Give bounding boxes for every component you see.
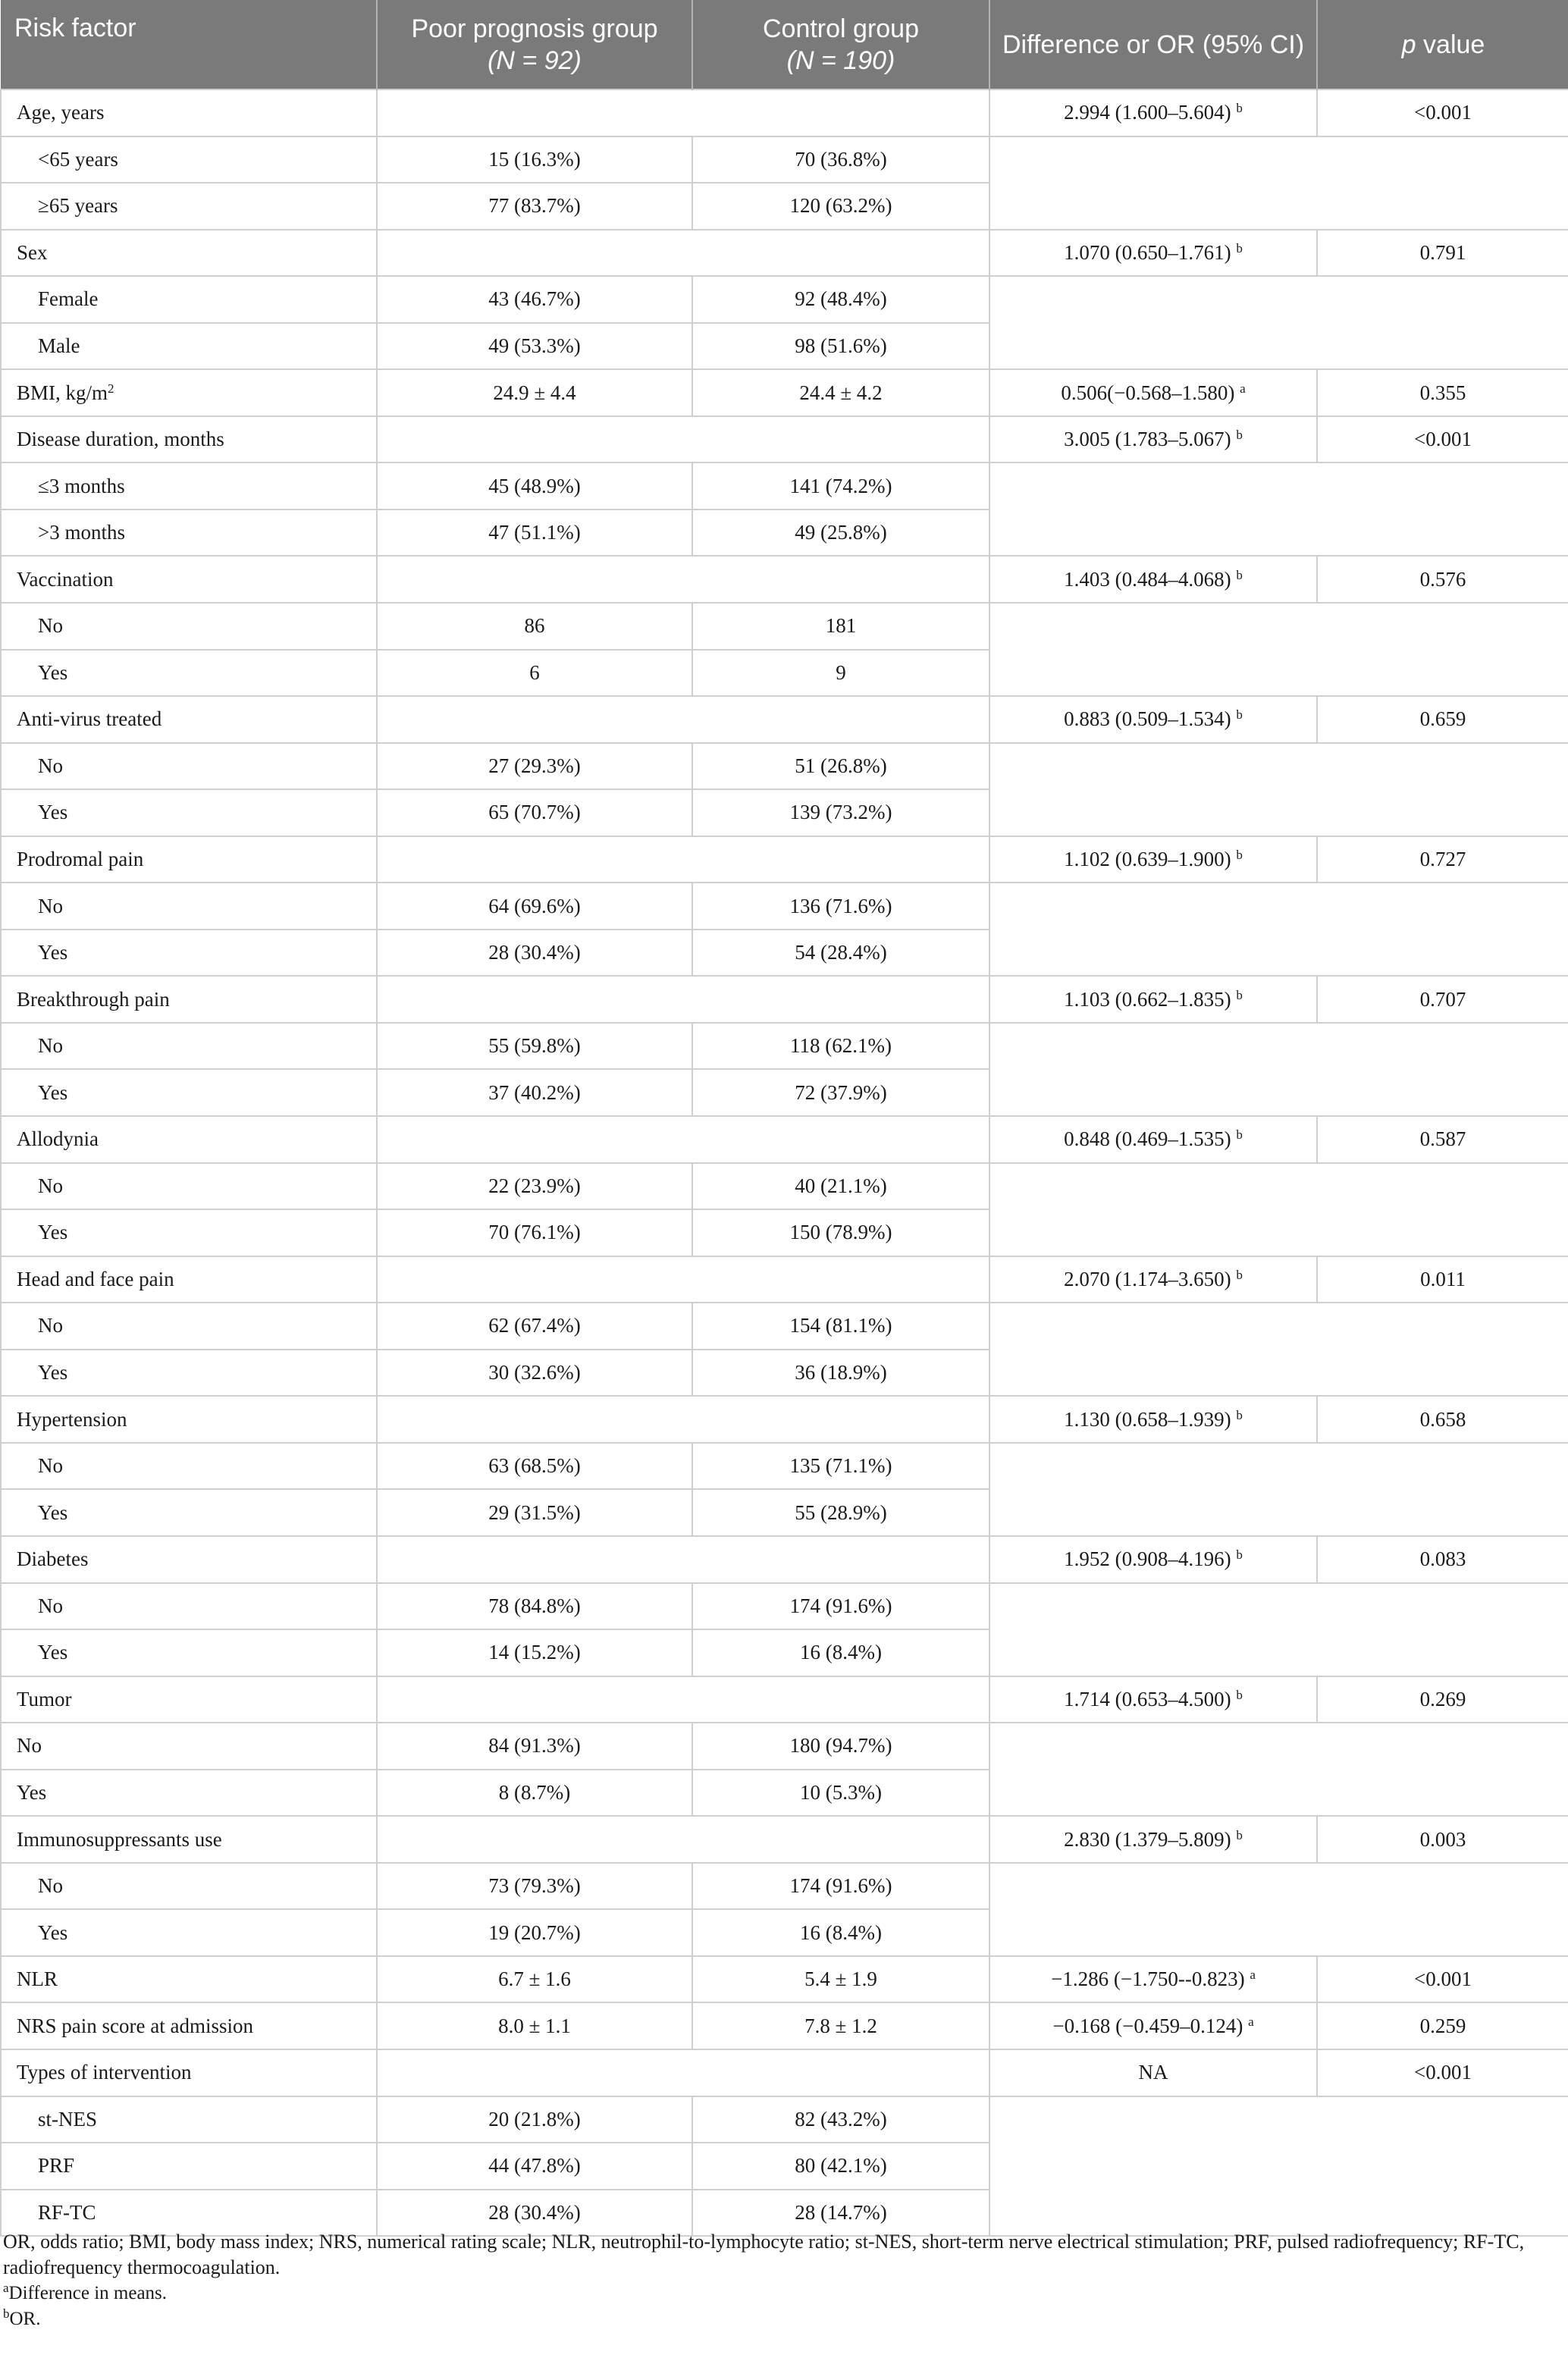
poor-cell: 47 (51.1%) bbox=[377, 510, 692, 557]
row-label: NLR bbox=[1, 1956, 377, 2003]
poor-cell: 86 bbox=[377, 603, 692, 650]
poor-cell: 70 (76.1%) bbox=[377, 1209, 692, 1256]
control-cell: 72 (37.9%) bbox=[692, 1069, 989, 1116]
table-row bbox=[1, 1443, 1568, 1490]
p-cell: 0.576 bbox=[1317, 556, 1568, 603]
p-cell: <0.001 bbox=[1317, 2049, 1568, 2096]
row-sublabel: Yes bbox=[1, 1350, 377, 1397]
poor-cell: 78 (84.8%) bbox=[377, 1583, 692, 1630]
table-body bbox=[1, 89, 1568, 2236]
control-cell: 135 (71.1%) bbox=[692, 1443, 989, 1490]
stat-value: 1.130 (0.658–1.939) bbox=[1064, 1407, 1231, 1431]
empty-cell bbox=[989, 1023, 1568, 1116]
row-sublabel: No bbox=[1, 1863, 377, 1910]
p-cell: <0.001 bbox=[1317, 89, 1568, 136]
control-cell: 7.8 ± 1.2 bbox=[692, 2002, 989, 2049]
header-control-label: Control group bbox=[762, 14, 919, 43]
control-cell: 54 (28.4%) bbox=[692, 930, 989, 977]
table-row bbox=[1, 883, 1568, 930]
stat-cell bbox=[989, 1536, 1317, 1583]
stat-cell bbox=[989, 1956, 1317, 2003]
row-label: Age, years bbox=[1, 89, 377, 136]
control-cell: 180 (94.7%) bbox=[692, 1723, 989, 1770]
row-sublabel: ≤3 months bbox=[1, 462, 377, 510]
poor-cell: 6 bbox=[377, 650, 692, 697]
row-sublabel: Yes bbox=[1, 789, 377, 836]
empty-cell bbox=[377, 696, 989, 743]
poor-cell: 77 (83.7%) bbox=[377, 183, 692, 230]
row-label: NRS pain score at admission bbox=[1, 2002, 377, 2049]
row-sublabel: st-NES bbox=[1, 2096, 377, 2143]
footnote-a-mark: a bbox=[3, 2281, 9, 2295]
table-row bbox=[1, 1163, 1568, 1210]
table-row bbox=[1, 2002, 1568, 2049]
control-cell: 55 (28.9%) bbox=[692, 1489, 989, 1536]
table-row bbox=[1, 462, 1568, 510]
stat-footnote-mark: b bbox=[1236, 1407, 1243, 1422]
empty-cell bbox=[377, 1256, 989, 1303]
table-row bbox=[1, 2096, 1568, 2143]
control-cell: 80 (42.1%) bbox=[692, 2143, 989, 2190]
p-cell: 0.355 bbox=[1317, 369, 1568, 416]
stat-footnote-mark: b bbox=[1236, 428, 1243, 443]
stat-cell bbox=[989, 836, 1317, 883]
p-cell: <0.001 bbox=[1317, 1956, 1568, 2003]
control-cell: 16 (8.4%) bbox=[692, 1629, 989, 1676]
control-cell: 139 (73.2%) bbox=[692, 789, 989, 836]
empty-cell bbox=[377, 89, 989, 136]
bmi-label: BMI, kg/m bbox=[17, 381, 108, 404]
poor-cell: 22 (23.9%) bbox=[377, 1163, 692, 1210]
stat-cell bbox=[989, 1396, 1317, 1443]
empty-cell bbox=[377, 230, 989, 277]
stat-value: 2.830 (1.379–5.809) bbox=[1064, 1827, 1231, 1851]
table-row bbox=[1, 1396, 1568, 1443]
stat-footnote-mark: b bbox=[1236, 1127, 1243, 1143]
row-sublabel: Yes bbox=[1, 1489, 377, 1536]
header-risk-factor: Risk factor bbox=[1, 0, 377, 89]
empty-cell bbox=[377, 416, 989, 463]
row-sublabel: Yes bbox=[1, 1909, 377, 1956]
row-sublabel: No bbox=[1, 1163, 377, 1210]
table-row bbox=[1, 136, 1568, 183]
row-sublabel: No bbox=[1, 883, 377, 930]
stat-cell bbox=[989, 1116, 1317, 1163]
stat-footnote-mark: b bbox=[1236, 567, 1243, 582]
control-cell: 16 (8.4%) bbox=[692, 1909, 989, 1956]
stat-value: 2.070 (1.174–3.650) bbox=[1064, 1267, 1231, 1290]
poor-cell: 28 (30.4%) bbox=[377, 2190, 692, 2237]
stat-cell bbox=[989, 89, 1317, 136]
poor-cell: 15 (16.3%) bbox=[377, 136, 692, 183]
row-sublabel: Male bbox=[1, 323, 377, 370]
control-cell: 51 (26.8%) bbox=[692, 743, 989, 790]
empty-cell bbox=[989, 462, 1568, 556]
table-row bbox=[1, 416, 1568, 463]
header-p-italic: p bbox=[1401, 30, 1416, 59]
poor-cell: 73 (79.3%) bbox=[377, 1863, 692, 1910]
table-row bbox=[1, 1303, 1568, 1350]
stat-cell bbox=[989, 416, 1317, 463]
control-cell: 24.4 ± 4.2 bbox=[692, 369, 989, 416]
poor-cell: 14 (15.2%) bbox=[377, 1629, 692, 1676]
stat-cell bbox=[989, 1256, 1317, 1303]
control-cell: 141 (74.2%) bbox=[692, 462, 989, 510]
row-label: Anti-virus treated bbox=[1, 696, 377, 743]
header-control bbox=[692, 0, 989, 89]
empty-cell bbox=[377, 556, 989, 603]
row-sublabel: No bbox=[1, 743, 377, 790]
table-row bbox=[1, 1256, 1568, 1303]
table-row bbox=[1, 1023, 1568, 1070]
stat-value: −0.168 (−0.459–0.124) bbox=[1052, 2014, 1243, 2037]
table-row bbox=[1, 696, 1568, 743]
table-row bbox=[1, 1816, 1568, 1863]
p-cell: 0.587 bbox=[1317, 1116, 1568, 1163]
stat-value: 0.848 (0.469–1.535) bbox=[1064, 1127, 1231, 1151]
stat-footnote-mark: b bbox=[1236, 240, 1243, 256]
poor-cell: 84 (91.3%) bbox=[377, 1723, 692, 1770]
p-cell: 0.659 bbox=[1317, 696, 1568, 743]
control-cell: 92 (48.4%) bbox=[692, 276, 989, 323]
table-row bbox=[1, 1536, 1568, 1583]
table-row bbox=[1, 976, 1568, 1023]
control-cell: 174 (91.6%) bbox=[692, 1583, 989, 1630]
row-label: Diabetes bbox=[1, 1536, 377, 1583]
table-row bbox=[1, 556, 1568, 603]
p-cell: 0.083 bbox=[1317, 1536, 1568, 1583]
stat-cell bbox=[989, 696, 1317, 743]
empty-cell bbox=[989, 603, 1568, 696]
row-sublabel: No bbox=[1, 1443, 377, 1490]
footnote-b-text: OR. bbox=[9, 2309, 41, 2329]
header-p-rest: value bbox=[1416, 30, 1485, 59]
row-label: Vaccination bbox=[1, 556, 377, 603]
stat-footnote-mark: b bbox=[1236, 987, 1243, 1002]
table-row bbox=[1, 276, 1568, 323]
empty-cell bbox=[377, 836, 989, 883]
control-cell: 5.4 ± 1.9 bbox=[692, 1956, 989, 2003]
table-row bbox=[1, 603, 1568, 650]
row-label: Sex bbox=[1, 230, 377, 277]
stat-footnote-mark: b bbox=[1236, 707, 1243, 723]
stat-footnote-mark: b bbox=[1236, 1547, 1243, 1563]
poor-cell: 37 (40.2%) bbox=[377, 1069, 692, 1116]
p-cell: 0.003 bbox=[1317, 1816, 1568, 1863]
p-cell: 0.658 bbox=[1317, 1396, 1568, 1443]
control-cell: 150 (78.9%) bbox=[692, 1209, 989, 1256]
stat-footnote-mark: b bbox=[1236, 1687, 1243, 1702]
stat-value: 2.994 (1.600–5.604) bbox=[1064, 101, 1231, 124]
header-poor-prognosis bbox=[377, 0, 692, 89]
row-sublabel: No bbox=[1, 1303, 377, 1350]
p-cell: 0.791 bbox=[1317, 230, 1568, 277]
footnote-a-text: Difference in means. bbox=[8, 2283, 168, 2303]
stat-value: 0.883 (0.509–1.534) bbox=[1064, 707, 1231, 731]
control-cell: 120 (63.2%) bbox=[692, 183, 989, 230]
stat-cell bbox=[989, 976, 1317, 1023]
table-row bbox=[1, 1116, 1568, 1163]
row-sublabel: Yes bbox=[1, 650, 377, 697]
empty-cell bbox=[989, 2096, 1568, 2237]
poor-cell: 28 (30.4%) bbox=[377, 930, 692, 977]
stat-footnote-mark: b bbox=[1236, 1827, 1243, 1842]
control-cell: 9 bbox=[692, 650, 989, 697]
header-p-value bbox=[1317, 0, 1568, 89]
row-sublabel: Yes bbox=[1, 1069, 377, 1116]
poor-cell: 44 (47.8%) bbox=[377, 2143, 692, 2190]
poor-cell: 55 (59.8%) bbox=[377, 1023, 692, 1070]
control-cell: 82 (43.2%) bbox=[692, 2096, 989, 2143]
poor-cell: 63 (68.5%) bbox=[377, 1443, 692, 1490]
header-poor-prognosis-label: Poor prognosis group bbox=[411, 14, 658, 43]
row-sublabel: RF-TC bbox=[1, 2190, 377, 2237]
row-sublabel: Female bbox=[1, 276, 377, 323]
poor-cell: 24.9 ± 4.4 bbox=[377, 369, 692, 416]
stat-cell: NA bbox=[989, 2049, 1317, 2096]
row-sublabel: Yes bbox=[1, 930, 377, 977]
stat-value: −1.286 (−1.750--0.823) bbox=[1051, 1968, 1245, 1991]
stat-value: 1.403 (0.484–4.068) bbox=[1064, 567, 1231, 591]
poor-cell: 27 (29.3%) bbox=[377, 743, 692, 790]
empty-cell bbox=[377, 1536, 989, 1583]
row-sublabel: No bbox=[1, 1723, 377, 1770]
row-label: Types of intervention bbox=[1, 2049, 377, 2096]
empty-cell bbox=[377, 1396, 989, 1443]
abbreviations-note: OR, odds ratio; BMI, body mass index; NRS, numerical rating scale; NLR, neutrophil-to-lymphocyte ratio; st-NES, short-term nerve electrical stimulation; PRF, pulsed radiofrequency; RF-TC, radiofrequency thermocoagulation. bbox=[3, 2231, 1525, 2278]
control-cell: 154 (81.1%) bbox=[692, 1303, 989, 1350]
poor-cell: 65 (70.7%) bbox=[377, 789, 692, 836]
control-cell: 98 (51.6%) bbox=[692, 323, 989, 370]
row-label: Allodynia bbox=[1, 1116, 377, 1163]
table-row bbox=[1, 836, 1568, 883]
empty-cell bbox=[989, 1163, 1568, 1256]
poor-cell: 45 (48.9%) bbox=[377, 462, 692, 510]
table-footnotes bbox=[0, 2229, 1568, 2332]
poor-cell: 8.0 ± 1.1 bbox=[377, 2002, 692, 2049]
empty-cell bbox=[989, 136, 1568, 230]
row-label: Head and face pain bbox=[1, 1256, 377, 1303]
stat-cell bbox=[989, 2002, 1317, 2049]
row-sublabel: >3 months bbox=[1, 510, 377, 557]
table-row bbox=[1, 1583, 1568, 1630]
control-cell: 70 (36.8%) bbox=[692, 136, 989, 183]
table-row bbox=[1, 743, 1568, 790]
table-row bbox=[1, 2049, 1568, 2096]
empty-cell bbox=[377, 1676, 989, 1723]
control-cell: 174 (91.6%) bbox=[692, 1863, 989, 1910]
empty-cell bbox=[989, 1723, 1568, 1816]
empty-cell bbox=[377, 1816, 989, 1863]
header-difference-or: Difference or OR (95% CI) bbox=[989, 0, 1317, 89]
table-row bbox=[1, 1723, 1568, 1770]
table-row bbox=[1, 230, 1568, 277]
footnote-b-mark: b bbox=[3, 2306, 10, 2321]
stat-value: 1.714 (0.653–4.500) bbox=[1064, 1687, 1231, 1710]
stat-value: 1.070 (0.650–1.761) bbox=[1064, 240, 1231, 264]
control-cell: 181 bbox=[692, 603, 989, 650]
row-label: Tumor bbox=[1, 1676, 377, 1723]
row-sublabel: ≥65 years bbox=[1, 183, 377, 230]
row-label: Prodromal pain bbox=[1, 836, 377, 883]
stat-footnote-mark: a bbox=[1240, 381, 1246, 396]
p-cell: 0.727 bbox=[1317, 836, 1568, 883]
table-row bbox=[1, 89, 1568, 136]
control-cell: 36 (18.9%) bbox=[692, 1350, 989, 1397]
table-header-row bbox=[1, 0, 1568, 89]
empty-cell bbox=[989, 276, 1568, 369]
empty-cell bbox=[989, 883, 1568, 976]
control-cell: 40 (21.1%) bbox=[692, 1163, 989, 1210]
stat-value: 1.952 (0.908–4.196) bbox=[1064, 1547, 1231, 1571]
row-sublabel: <65 years bbox=[1, 136, 377, 183]
row-sublabel: PRF bbox=[1, 2143, 377, 2190]
poor-cell: 29 (31.5%) bbox=[377, 1489, 692, 1536]
row-label: Breakthrough pain bbox=[1, 976, 377, 1023]
empty-cell bbox=[989, 1303, 1568, 1396]
row-sublabel: No bbox=[1, 1023, 377, 1070]
stat-footnote-mark: a bbox=[1250, 1968, 1256, 1983]
stat-value: 1.102 (0.639–1.900) bbox=[1064, 848, 1231, 871]
row-sublabel: No bbox=[1, 603, 377, 650]
control-cell: 28 (14.7%) bbox=[692, 2190, 989, 2237]
stat-cell bbox=[989, 1816, 1317, 1863]
poor-cell: 49 (53.3%) bbox=[377, 323, 692, 370]
table-row bbox=[1, 1863, 1568, 1910]
poor-cell: 19 (20.7%) bbox=[377, 1909, 692, 1956]
stat-footnote-mark: a bbox=[1248, 2014, 1254, 2029]
control-cell: 49 (25.8%) bbox=[692, 510, 989, 557]
empty-cell bbox=[989, 1863, 1568, 1956]
stat-value: 3.005 (1.783–5.067) bbox=[1064, 428, 1231, 451]
stat-cell bbox=[989, 369, 1317, 416]
control-cell: 118 (62.1%) bbox=[692, 1023, 989, 1070]
control-cell: 136 (71.6%) bbox=[692, 883, 989, 930]
footnote-a bbox=[3, 2281, 1565, 2306]
stat-cell bbox=[989, 1676, 1317, 1723]
stat-cell bbox=[989, 556, 1317, 603]
poor-cell: 8 (8.7%) bbox=[377, 1770, 692, 1817]
empty-cell bbox=[989, 1583, 1568, 1676]
poor-cell: 20 (21.8%) bbox=[377, 2096, 692, 2143]
row-label bbox=[1, 369, 377, 416]
poor-cell: 62 (67.4%) bbox=[377, 1303, 692, 1350]
p-cell: 0.259 bbox=[1317, 2002, 1568, 2049]
table-row bbox=[1, 369, 1568, 416]
table-row bbox=[1, 1956, 1568, 2003]
poor-cell: 64 (69.6%) bbox=[377, 883, 692, 930]
stat-value: 1.103 (0.662–1.835) bbox=[1064, 987, 1231, 1011]
control-cell: 10 (5.3%) bbox=[692, 1770, 989, 1817]
poor-cell: 43 (46.7%) bbox=[377, 276, 692, 323]
header-poor-prognosis-n: (N = 92) bbox=[488, 45, 582, 75]
p-cell: 0.707 bbox=[1317, 976, 1568, 1023]
stat-footnote-mark: b bbox=[1236, 101, 1243, 116]
header-control-n: (N = 190) bbox=[786, 45, 895, 75]
stat-footnote-mark: b bbox=[1236, 1267, 1243, 1282]
row-label: Disease duration, months bbox=[1, 416, 377, 463]
empty-cell bbox=[989, 1443, 1568, 1536]
stat-footnote-mark: b bbox=[1236, 848, 1243, 863]
empty-cell bbox=[377, 2049, 989, 2096]
bmi-label-superscript: 2 bbox=[108, 381, 114, 396]
table-row bbox=[1, 1676, 1568, 1723]
row-sublabel: Yes bbox=[1, 1629, 377, 1676]
row-sublabel: Yes bbox=[1, 1770, 377, 1817]
p-cell: <0.001 bbox=[1317, 416, 1568, 463]
p-cell: 0.011 bbox=[1317, 1256, 1568, 1303]
empty-cell bbox=[377, 1116, 989, 1163]
p-cell: 0.269 bbox=[1317, 1676, 1568, 1723]
row-sublabel: Yes bbox=[1, 1209, 377, 1256]
empty-cell bbox=[377, 976, 989, 1023]
row-label: Hypertension bbox=[1, 1396, 377, 1443]
stat-value: 0.506(−0.568–1.580) bbox=[1061, 381, 1235, 404]
row-sublabel: No bbox=[1, 1583, 377, 1630]
empty-cell bbox=[989, 743, 1568, 836]
footnote-b bbox=[3, 2306, 1565, 2332]
poor-cell: 30 (32.6%) bbox=[377, 1350, 692, 1397]
poor-cell: 6.7 ± 1.6 bbox=[377, 1956, 692, 2003]
stat-cell bbox=[989, 230, 1317, 277]
row-label: Immunosuppressants use bbox=[1, 1816, 377, 1863]
